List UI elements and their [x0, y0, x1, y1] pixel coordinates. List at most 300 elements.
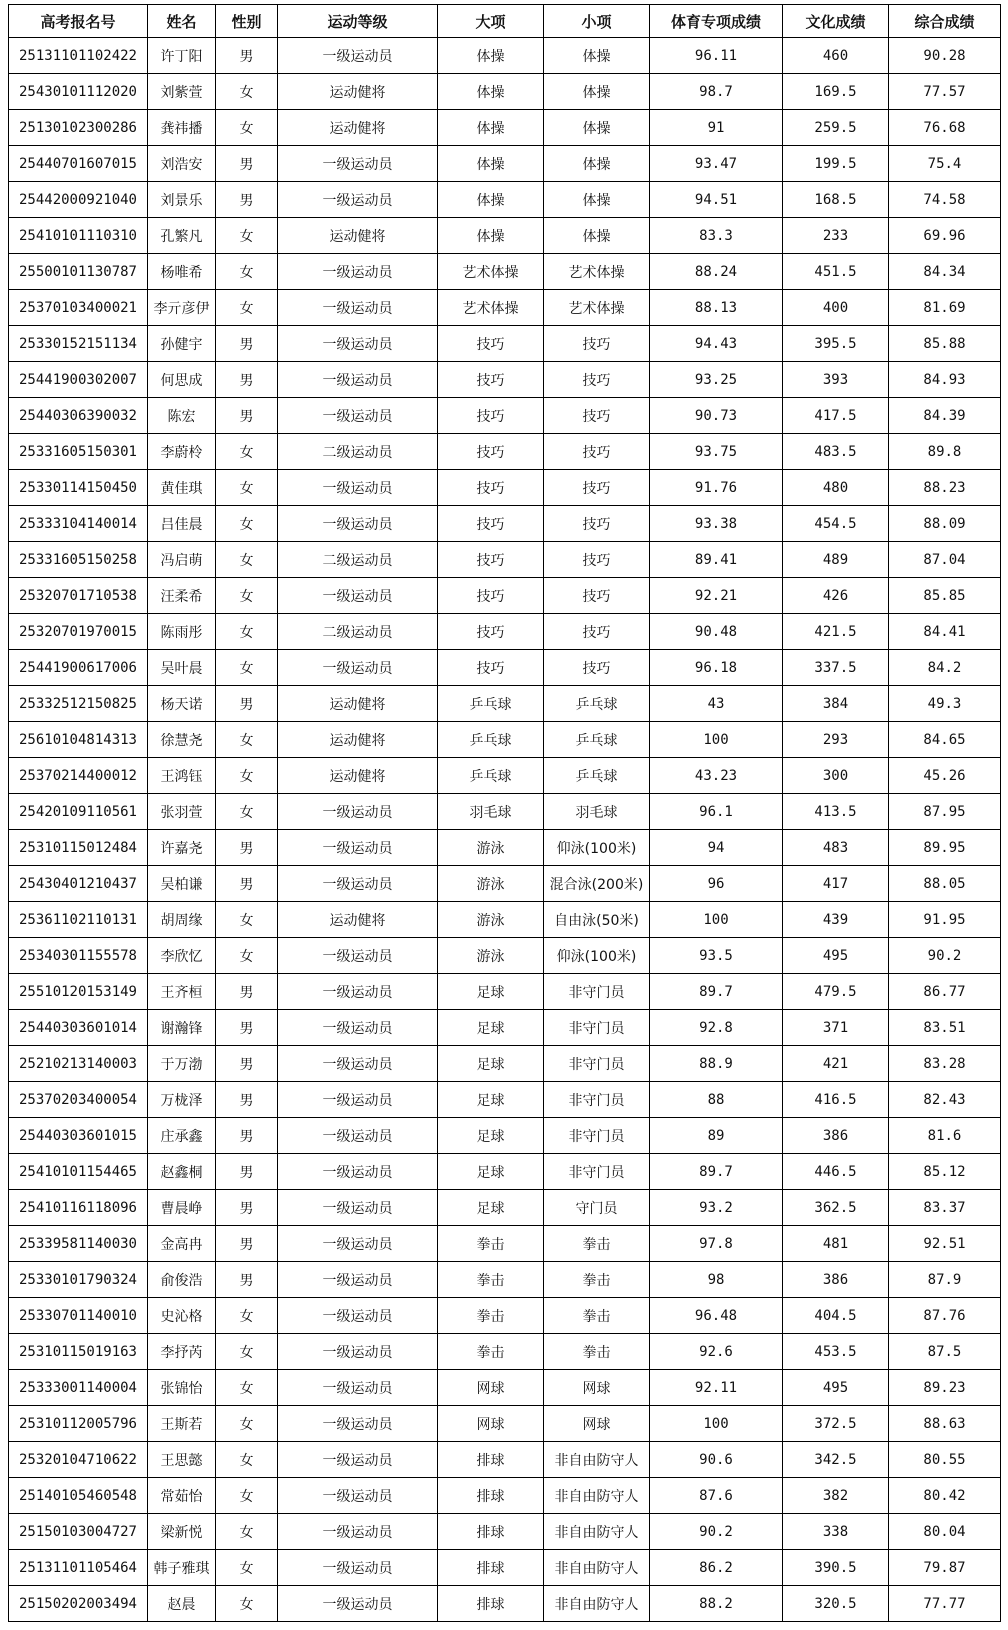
major-event-cell: 拳击	[438, 1334, 544, 1370]
table-row	[9, 182, 1001, 218]
table-row	[9, 1370, 1001, 1406]
exam-id-cell: 25330152151134	[9, 326, 148, 362]
athlete-level-cell: 一级运动员	[278, 362, 438, 398]
table-row	[9, 1010, 1001, 1046]
minor-event-cell: 体操	[544, 146, 650, 182]
athlete-level-cell: 一级运动员	[278, 830, 438, 866]
table-row	[9, 974, 1001, 1010]
total-score-cell: 92.51	[889, 1226, 1001, 1262]
gender-cell: 男	[216, 1226, 278, 1262]
athlete-level-cell: 一级运动员	[278, 1046, 438, 1082]
gender-cell: 女	[216, 1334, 278, 1370]
athlete-level-cell: 一级运动员	[278, 1514, 438, 1550]
athlete-level-cell: 一级运动员	[278, 1154, 438, 1190]
major-event-cell: 艺术体操	[438, 254, 544, 290]
culture-score-cell: 453.5	[783, 1334, 889, 1370]
name-cell: 韩子雅琪	[148, 1550, 216, 1586]
major-event-cell: 游泳	[438, 902, 544, 938]
minor-event-cell: 技巧	[544, 506, 650, 542]
table-row	[9, 290, 1001, 326]
header-total-score: 综合成绩	[889, 5, 1001, 38]
major-event-cell: 技巧	[438, 506, 544, 542]
name-cell: 庄承鑫	[148, 1118, 216, 1154]
table-row	[9, 506, 1001, 542]
name-cell: 李欣忆	[148, 938, 216, 974]
exam-id-cell: 25130102300286	[9, 110, 148, 146]
table-row	[9, 1334, 1001, 1370]
sport-score-cell: 89	[650, 1118, 783, 1154]
gender-cell: 女	[216, 1586, 278, 1622]
culture-score-cell: 382	[783, 1478, 889, 1514]
exam-id-cell: 25510120153149	[9, 974, 148, 1010]
major-event-cell: 羽毛球	[438, 794, 544, 830]
athlete-level-cell: 一级运动员	[278, 974, 438, 1010]
major-event-cell: 乒乓球	[438, 722, 544, 758]
sport-score-cell: 93.75	[650, 434, 783, 470]
gender-cell: 女	[216, 290, 278, 326]
minor-event-cell: 技巧	[544, 542, 650, 578]
total-score-cell: 83.37	[889, 1190, 1001, 1226]
minor-event-cell: 技巧	[544, 578, 650, 614]
name-cell: 王齐桓	[148, 974, 216, 1010]
total-score-cell: 87.9	[889, 1262, 1001, 1298]
major-event-cell: 体操	[438, 110, 544, 146]
exam-id-cell: 25610104814313	[9, 722, 148, 758]
culture-score-cell: 460	[783, 38, 889, 74]
total-score-cell: 90.28	[889, 38, 1001, 74]
major-event-cell: 技巧	[438, 650, 544, 686]
major-event-cell: 技巧	[438, 362, 544, 398]
total-score-cell: 89.8	[889, 434, 1001, 470]
athlete-level-cell: 一级运动员	[278, 1442, 438, 1478]
total-score-cell: 84.93	[889, 362, 1001, 398]
gender-cell: 女	[216, 1478, 278, 1514]
athlete-level-cell: 运动健将	[278, 74, 438, 110]
culture-score-cell: 489	[783, 542, 889, 578]
name-cell: 杨唯希	[148, 254, 216, 290]
athlete-level-cell: 运动健将	[278, 758, 438, 794]
table-row	[9, 38, 1001, 74]
total-score-cell: 85.88	[889, 326, 1001, 362]
total-score-cell: 88.09	[889, 506, 1001, 542]
athlete-level-cell: 一级运动员	[278, 398, 438, 434]
major-event-cell: 乒乓球	[438, 686, 544, 722]
total-score-cell: 85.12	[889, 1154, 1001, 1190]
total-score-cell: 45.26	[889, 758, 1001, 794]
culture-score-cell: 404.5	[783, 1298, 889, 1334]
exam-id-cell: 25131101105464	[9, 1550, 148, 1586]
total-score-cell: 89.95	[889, 830, 1001, 866]
header-athlete-level: 运动等级	[278, 5, 438, 38]
total-score-cell: 84.65	[889, 722, 1001, 758]
minor-event-cell: 非自由防守人	[544, 1586, 650, 1622]
minor-event-cell: 拳击	[544, 1226, 650, 1262]
table-row	[9, 578, 1001, 614]
sport-score-cell: 98.7	[650, 74, 783, 110]
gender-cell: 女	[216, 1298, 278, 1334]
major-event-cell: 技巧	[438, 398, 544, 434]
gender-cell: 男	[216, 830, 278, 866]
culture-score-cell: 480	[783, 470, 889, 506]
name-cell: 于万渤	[148, 1046, 216, 1082]
gender-cell: 男	[216, 866, 278, 902]
culture-score-cell: 342.5	[783, 1442, 889, 1478]
sport-score-cell: 96	[650, 866, 783, 902]
minor-event-cell: 非自由防守人	[544, 1514, 650, 1550]
total-score-cell: 77.77	[889, 1586, 1001, 1622]
table-row	[9, 218, 1001, 254]
name-cell: 常茹怡	[148, 1478, 216, 1514]
sport-score-cell: 92.8	[650, 1010, 783, 1046]
total-score-cell: 81.6	[889, 1118, 1001, 1154]
sport-score-cell: 83.3	[650, 218, 783, 254]
sport-score-cell: 88.2	[650, 1586, 783, 1622]
culture-score-cell: 390.5	[783, 1550, 889, 1586]
name-cell: 李抒芮	[148, 1334, 216, 1370]
athlete-level-cell: 二级运动员	[278, 434, 438, 470]
total-score-cell: 69.96	[889, 218, 1001, 254]
exam-id-cell: 25410101154465	[9, 1154, 148, 1190]
sport-score-cell: 96.1	[650, 794, 783, 830]
gender-cell: 男	[216, 182, 278, 218]
gender-cell: 女	[216, 506, 278, 542]
name-cell: 陈宏	[148, 398, 216, 434]
culture-score-cell: 199.5	[783, 146, 889, 182]
culture-score-cell: 395.5	[783, 326, 889, 362]
total-score-cell: 87.04	[889, 542, 1001, 578]
major-event-cell: 排球	[438, 1514, 544, 1550]
gender-cell: 女	[216, 434, 278, 470]
exam-id-cell: 25370214400012	[9, 758, 148, 794]
total-score-cell: 89.23	[889, 1370, 1001, 1406]
athlete-level-cell: 一级运动员	[278, 470, 438, 506]
sport-score-cell: 87.6	[650, 1478, 783, 1514]
table-row	[9, 1154, 1001, 1190]
table-row	[9, 110, 1001, 146]
athlete-level-cell: 一级运动员	[278, 1118, 438, 1154]
gender-cell: 男	[216, 974, 278, 1010]
major-event-cell: 网球	[438, 1370, 544, 1406]
minor-event-cell: 非自由防守人	[544, 1550, 650, 1586]
minor-event-cell: 非守门员	[544, 1154, 650, 1190]
gender-cell: 女	[216, 1442, 278, 1478]
athlete-level-cell: 一级运动员	[278, 1478, 438, 1514]
name-cell: 陈雨彤	[148, 614, 216, 650]
athlete-level-cell: 一级运动员	[278, 38, 438, 74]
major-event-cell: 足球	[438, 1154, 544, 1190]
exam-id-cell: 25330701140010	[9, 1298, 148, 1334]
major-event-cell: 体操	[438, 218, 544, 254]
minor-event-cell: 非守门员	[544, 1010, 650, 1046]
major-event-cell: 足球	[438, 974, 544, 1010]
name-cell: 胡周缘	[148, 902, 216, 938]
minor-event-cell: 拳击	[544, 1262, 650, 1298]
header-gender: 性别	[216, 5, 278, 38]
table-row	[9, 362, 1001, 398]
total-score-cell: 85.85	[889, 578, 1001, 614]
minor-event-cell: 技巧	[544, 470, 650, 506]
sport-score-cell: 43	[650, 686, 783, 722]
culture-score-cell: 426	[783, 578, 889, 614]
sport-score-cell: 94.51	[650, 182, 783, 218]
sport-score-cell: 89.7	[650, 974, 783, 1010]
minor-event-cell: 乒乓球	[544, 722, 650, 758]
total-score-cell: 84.2	[889, 650, 1001, 686]
exam-id-cell: 25370203400054	[9, 1082, 148, 1118]
gender-cell: 男	[216, 1190, 278, 1226]
major-event-cell: 乒乓球	[438, 758, 544, 794]
gender-cell: 男	[216, 362, 278, 398]
exam-id-cell: 25310112005796	[9, 1406, 148, 1442]
minor-event-cell: 体操	[544, 38, 650, 74]
exam-id-cell: 25333104140014	[9, 506, 148, 542]
major-event-cell: 体操	[438, 74, 544, 110]
major-event-cell: 体操	[438, 38, 544, 74]
sport-score-cell: 91.76	[650, 470, 783, 506]
minor-event-cell: 技巧	[544, 362, 650, 398]
gender-cell: 女	[216, 902, 278, 938]
exam-id-cell: 25330114150450	[9, 470, 148, 506]
table-row	[9, 830, 1001, 866]
name-cell: 汪柔希	[148, 578, 216, 614]
name-cell: 李蔚柃	[148, 434, 216, 470]
minor-event-cell: 技巧	[544, 398, 650, 434]
athlete-level-cell: 一级运动员	[278, 1586, 438, 1622]
culture-score-cell: 293	[783, 722, 889, 758]
culture-score-cell: 483.5	[783, 434, 889, 470]
gender-cell: 女	[216, 578, 278, 614]
name-cell: 王思懿	[148, 1442, 216, 1478]
minor-event-cell: 拳击	[544, 1298, 650, 1334]
total-score-cell: 87.95	[889, 794, 1001, 830]
exam-id-cell: 25330101790324	[9, 1262, 148, 1298]
gender-cell: 女	[216, 254, 278, 290]
admission-results-table	[8, 4, 1001, 1622]
name-cell: 俞俊浩	[148, 1262, 216, 1298]
gender-cell: 女	[216, 1406, 278, 1442]
athlete-level-cell: 一级运动员	[278, 866, 438, 902]
exam-id-cell: 25430401210437	[9, 866, 148, 902]
exam-id-cell: 25442000921040	[9, 182, 148, 218]
name-cell: 赵晨	[148, 1586, 216, 1622]
sport-score-cell: 92.21	[650, 578, 783, 614]
exam-id-cell: 25333001140004	[9, 1370, 148, 1406]
culture-score-cell: 338	[783, 1514, 889, 1550]
name-cell: 杨天诺	[148, 686, 216, 722]
athlete-level-cell: 一级运动员	[278, 290, 438, 326]
minor-event-cell: 体操	[544, 110, 650, 146]
minor-event-cell: 仰泳(100米)	[544, 830, 650, 866]
total-score-cell: 83.51	[889, 1010, 1001, 1046]
athlete-level-cell: 一级运动员	[278, 794, 438, 830]
total-score-cell: 88.63	[889, 1406, 1001, 1442]
athlete-level-cell: 二级运动员	[278, 614, 438, 650]
name-cell: 徐慧尧	[148, 722, 216, 758]
gender-cell: 女	[216, 758, 278, 794]
exam-id-cell: 25430101112020	[9, 74, 148, 110]
name-cell: 吴柏谦	[148, 866, 216, 902]
major-event-cell: 技巧	[438, 470, 544, 506]
table-row	[9, 1586, 1001, 1622]
exam-id-cell: 25210213140003	[9, 1046, 148, 1082]
gender-cell: 男	[216, 326, 278, 362]
minor-event-cell: 网球	[544, 1406, 650, 1442]
total-score-cell: 80.55	[889, 1442, 1001, 1478]
minor-event-cell: 技巧	[544, 326, 650, 362]
table-row	[9, 1118, 1001, 1154]
exam-id-cell: 25310115012484	[9, 830, 148, 866]
name-cell: 刘浩安	[148, 146, 216, 182]
athlete-level-cell: 一级运动员	[278, 1082, 438, 1118]
name-cell: 许丁阳	[148, 38, 216, 74]
exam-id-cell: 25339581140030	[9, 1226, 148, 1262]
total-score-cell: 84.41	[889, 614, 1001, 650]
header-exam-id: 高考报名号	[9, 5, 148, 38]
gender-cell: 女	[216, 218, 278, 254]
table-row	[9, 1478, 1001, 1514]
table-row	[9, 1262, 1001, 1298]
table-row	[9, 1190, 1001, 1226]
name-cell: 李亓彦伊	[148, 290, 216, 326]
total-score-cell: 82.43	[889, 1082, 1001, 1118]
athlete-level-cell: 一级运动员	[278, 254, 438, 290]
major-event-cell: 足球	[438, 1190, 544, 1226]
sport-score-cell: 96.48	[650, 1298, 783, 1334]
header-culture-score: 文化成绩	[783, 5, 889, 38]
exam-id-cell: 25150202003494	[9, 1586, 148, 1622]
exam-id-cell: 25441900617006	[9, 650, 148, 686]
name-cell: 黄佳琪	[148, 470, 216, 506]
table-row	[9, 758, 1001, 794]
culture-score-cell: 483	[783, 830, 889, 866]
exam-id-cell: 25331605150258	[9, 542, 148, 578]
minor-event-cell: 技巧	[544, 434, 650, 470]
athlete-level-cell: 运动健将	[278, 722, 438, 758]
athlete-level-cell: 一级运动员	[278, 578, 438, 614]
culture-score-cell: 421	[783, 1046, 889, 1082]
culture-score-cell: 393	[783, 362, 889, 398]
major-event-cell: 技巧	[438, 578, 544, 614]
minor-event-cell: 非守门员	[544, 1082, 650, 1118]
name-cell: 许嘉尧	[148, 830, 216, 866]
gender-cell: 女	[216, 650, 278, 686]
minor-event-cell: 非守门员	[544, 974, 650, 1010]
minor-event-cell: 非自由防守人	[544, 1442, 650, 1478]
table-row	[9, 398, 1001, 434]
exam-id-cell: 25131101102422	[9, 38, 148, 74]
minor-event-cell: 体操	[544, 182, 650, 218]
table-row	[9, 722, 1001, 758]
exam-id-cell: 25331605150301	[9, 434, 148, 470]
culture-score-cell: 439	[783, 902, 889, 938]
sport-score-cell: 94.43	[650, 326, 783, 362]
name-cell: 王鸿钰	[148, 758, 216, 794]
table-row	[9, 614, 1001, 650]
header-sport-score: 体育专项成绩	[650, 5, 783, 38]
culture-score-cell: 372.5	[783, 1406, 889, 1442]
total-score-cell: 74.58	[889, 182, 1001, 218]
athlete-level-cell: 一级运动员	[278, 506, 438, 542]
gender-cell: 女	[216, 1370, 278, 1406]
athlete-level-cell: 一级运动员	[278, 1010, 438, 1046]
total-score-cell: 81.69	[889, 290, 1001, 326]
table-row	[9, 1298, 1001, 1334]
major-event-cell: 游泳	[438, 866, 544, 902]
exam-id-cell: 25440303601015	[9, 1118, 148, 1154]
culture-score-cell: 400	[783, 290, 889, 326]
minor-event-cell: 艺术体操	[544, 290, 650, 326]
sport-score-cell: 90.48	[650, 614, 783, 650]
sport-score-cell: 97.8	[650, 1226, 783, 1262]
culture-score-cell: 495	[783, 938, 889, 974]
name-cell: 刘景乐	[148, 182, 216, 218]
table-row	[9, 1226, 1001, 1262]
culture-score-cell: 495	[783, 1370, 889, 1406]
major-event-cell: 拳击	[438, 1298, 544, 1334]
table-header-row	[9, 5, 1001, 38]
athlete-level-cell: 一级运动员	[278, 146, 438, 182]
culture-score-cell: 233	[783, 218, 889, 254]
gender-cell: 男	[216, 38, 278, 74]
total-score-cell: 75.4	[889, 146, 1001, 182]
major-event-cell: 足球	[438, 1010, 544, 1046]
table-row	[9, 146, 1001, 182]
name-cell: 刘紫萱	[148, 74, 216, 110]
sport-score-cell: 90.73	[650, 398, 783, 434]
total-score-cell: 84.39	[889, 398, 1001, 434]
name-cell: 王斯若	[148, 1406, 216, 1442]
culture-score-cell: 451.5	[783, 254, 889, 290]
exam-id-cell: 25340301155578	[9, 938, 148, 974]
results-table-container	[8, 4, 1000, 1622]
minor-event-cell: 拳击	[544, 1334, 650, 1370]
total-score-cell: 79.87	[889, 1550, 1001, 1586]
table-row	[9, 1514, 1001, 1550]
sport-score-cell: 92.11	[650, 1370, 783, 1406]
gender-cell: 女	[216, 542, 278, 578]
sport-score-cell: 94	[650, 830, 783, 866]
gender-cell: 男	[216, 1154, 278, 1190]
culture-score-cell: 371	[783, 1010, 889, 1046]
culture-score-cell: 320.5	[783, 1586, 889, 1622]
gender-cell: 男	[216, 1010, 278, 1046]
name-cell: 孙健宇	[148, 326, 216, 362]
sport-score-cell: 43.23	[650, 758, 783, 794]
total-score-cell: 49.3	[889, 686, 1001, 722]
gender-cell: 男	[216, 1046, 278, 1082]
sport-score-cell: 100	[650, 1406, 783, 1442]
gender-cell: 男	[216, 146, 278, 182]
total-score-cell: 86.77	[889, 974, 1001, 1010]
table-row	[9, 1442, 1001, 1478]
sport-score-cell: 96.11	[650, 38, 783, 74]
sport-score-cell: 98	[650, 1262, 783, 1298]
name-cell: 张锦怡	[148, 1370, 216, 1406]
name-cell: 龚祎播	[148, 110, 216, 146]
table-row	[9, 1406, 1001, 1442]
exam-id-cell: 25420109110561	[9, 794, 148, 830]
culture-score-cell: 417	[783, 866, 889, 902]
table-row	[9, 326, 1001, 362]
culture-score-cell: 386	[783, 1118, 889, 1154]
culture-score-cell: 454.5	[783, 506, 889, 542]
name-cell: 赵鑫桐	[148, 1154, 216, 1190]
table-row	[9, 1046, 1001, 1082]
culture-score-cell: 416.5	[783, 1082, 889, 1118]
athlete-level-cell: 一级运动员	[278, 650, 438, 686]
table-row	[9, 470, 1001, 506]
major-event-cell: 排球	[438, 1586, 544, 1622]
